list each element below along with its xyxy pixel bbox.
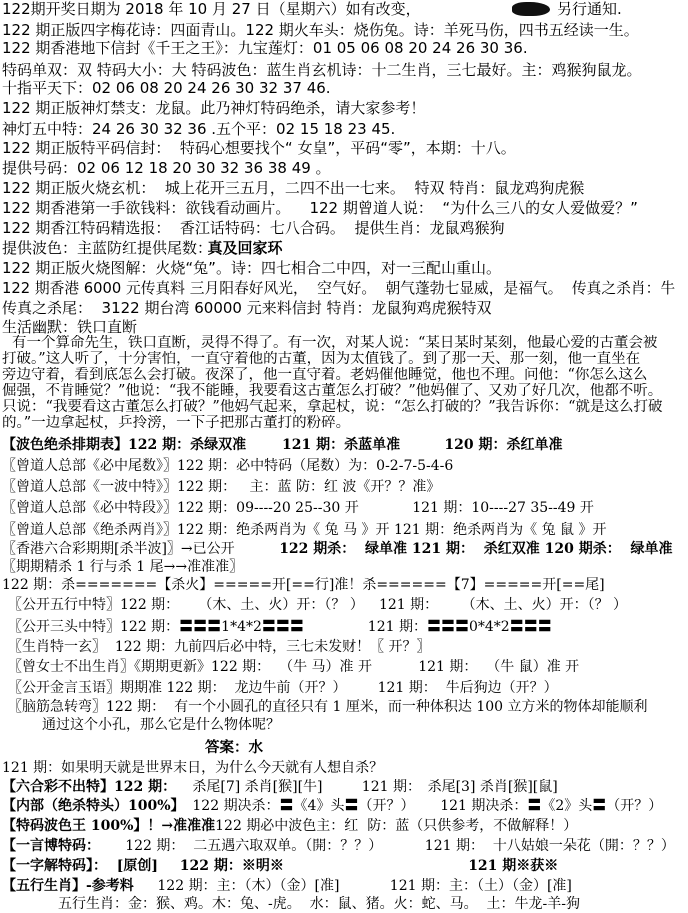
must-hit-range-line <box>2 499 686 517</box>
precise-kill-title-line <box>2 558 686 576</box>
one-word-121: 121 期※获※ <box>468 858 559 874</box>
answer-text: 答案：水 <box>205 739 263 756</box>
underground-envelope-line <box>2 39 686 57</box>
color-kill-schedule-line <box>2 436 686 454</box>
magic-lamp-text: 122 期正版神灯禁支：龙鼠。此乃神灯特码绝杀，请大家参考！ <box>2 99 426 117</box>
internal-kill-head-line <box>2 797 686 815</box>
humor-text: 有一个算命先生，铁口直断，灵得不得了。有一次，对某人说：“某日某时某刻，他最心爱的古董会被 <box>12 335 658 351</box>
humor-text: 旁边守着，看到底怎么会打破。夜深了，他一直守着。老妈催他睡觉，他也不理。问他：“你怎么这么 <box>2 367 648 383</box>
one-word-122: 122 期：※明※ <box>179 858 284 874</box>
ten-fingers-line <box>2 79 686 97</box>
brain-teaser-continuation <box>42 716 686 734</box>
kill-half-color-label: 〖香港六合彩期期[杀半波]〗→已公开 <box>2 541 235 557</box>
riddle-121-text: 121 期：如果明天就是世界末日，为什么今天就有人想自杀？ <box>2 760 384 776</box>
color-kill-121: 121 期：杀蓝单准 <box>282 437 401 453</box>
kill-half-color-results: 122 期杀： 绿单准 121 期： 杀红双准 120 期杀： 绿单准 <box>279 541 673 557</box>
range-121: 121 期：10----27 35--49 开 <box>412 500 594 516</box>
magic-lamp-line <box>2 99 686 117</box>
precise-kill-text: 122 期：杀=======【杀火】=====开[==行]准！杀======【7】=====开[==尾] <box>2 577 605 593</box>
humor-title <box>2 318 686 336</box>
humor-paragraph-line <box>12 335 686 351</box>
color-and-tail-line <box>2 239 686 257</box>
five-element-legend-line <box>58 895 686 913</box>
one-phrase-label: 【一言博特码： <box>2 838 100 854</box>
three-heads-121: 121 期：〓〓〓0*4*2〓〓〓 <box>367 619 552 635</box>
color-king-122: 122 期必中波色主：红 防：蓝（只供参考，不做解释！） <box>215 818 578 834</box>
five-element-zodiac-label: 【五行生肖】-参考料 <box>2 878 134 894</box>
one-word-label: 【一字解特码】： [原创] <box>2 858 158 874</box>
fire-riddle-text: 122 期正版火烧玄机： 城上花开三五月，二四不出一七来。 特双 特肖：鼠龙鸡狗虎猴 <box>2 179 585 197</box>
flat-code-envelope-text: 122 期正版特平码信封： 特码心想要找个“ 女皇”，平码“零”，本期：十八。 <box>2 139 516 157</box>
special-code-attributes-line <box>2 61 686 79</box>
internal-kill-head-122: 122 期决杀：〓《4》头〓（开？） <box>192 798 415 814</box>
underground-envelope-text: 122 期香港地下信封《千王之王》：九宝莲灯：01 05 06 08 20 24 26 30 36. <box>2 39 528 57</box>
ms-zeng-122: 〖曾女士不出生肖〗《期期更新》122 期： （牛 马）准 开 <box>8 659 372 675</box>
humor-paragraph-line <box>2 367 686 383</box>
internal-kill-head-label: 【内部（绝杀特头）100%】 <box>2 798 185 814</box>
range-122: 〖曾道人总部《必中特段》〗122 期：09----20 25--30 开 <box>2 500 359 516</box>
humor-text: 打破。”这人听了，十分害怕，一直守着他的古董，因为太值钱了。到了那一天、那一刻，他一直坐在 <box>2 351 641 367</box>
first-hand-tips-line <box>2 199 686 217</box>
no-special-122: 杀尾[7] 杀肖[猴][牛] <box>192 779 323 795</box>
brain-teaser-line <box>8 698 686 716</box>
kill-two-zodiac-text: 〖曾道人总部《绝杀两肖》〗122 期：绝杀两肖为《 兔 马 》开 121 期：绝杀两肖为《 兔 鼠 》开 <box>2 522 607 538</box>
xiangjiang-selection-line <box>2 219 686 237</box>
golden-words-122: 〖公开金言玉语〗期期准 122 期： 龙边牛前（开？） <box>8 680 347 696</box>
fax-material-line <box>2 280 686 298</box>
magic-lamp-numbers-line <box>2 120 686 138</box>
must-hit-tail-text: 〖曾道人总部《必中尾数》〗122 期：必中特码（尾数）为：0-2-7-5-4-6 <box>2 458 454 474</box>
kill-two-zodiac-line <box>2 521 686 539</box>
provided-numbers-line <box>2 159 686 177</box>
no-special-121: 杀尾[3] 杀肖[猴][鼠] <box>427 779 558 795</box>
humor-text: 倔强，不肯睡觉？”他说：“我不能睡，我要看这古董怎么打破？”他妈催了、又劝了好几次，他都不听。 <box>2 383 663 399</box>
must-hit-tail-line <box>2 457 686 475</box>
three-heads-line <box>8 618 686 636</box>
provided-numbers-text: 提供号码：02 06 12 18 20 30 32 36 38 49 。 <box>2 159 331 177</box>
golden-words-121: 121 期： 牛后狗边（开？） <box>377 680 558 696</box>
draw-date-notice <box>2 0 686 18</box>
riddle-121-line <box>2 759 686 777</box>
five-element-zodiac-122: 122 期：主：（木）（金）[准] <box>157 878 340 894</box>
five-element-zodiac-line <box>2 877 686 895</box>
color-kill-120: 120 期：杀红单准 <box>444 437 563 453</box>
ms-zeng-zodiac-line <box>8 658 686 676</box>
color-and-tail-text: 提供波色：主蓝防红提供尾数： <box>2 239 213 257</box>
color-king-line <box>2 817 686 835</box>
kill-half-color-line <box>2 540 686 558</box>
zodiac-mystery-line <box>8 638 686 656</box>
three-heads-122: 〖公开三头中特〗122 期：〓〓〓1*4*2〓〓〓 <box>8 619 304 635</box>
fire-riddle-line <box>2 179 686 197</box>
fax-kill-tail-line <box>2 299 686 317</box>
golden-words-line <box>8 679 686 697</box>
humor-paragraph-line <box>2 383 686 399</box>
color-kill-122: 【波色绝杀排期表】122 期：杀绿双准 <box>2 437 247 453</box>
special-code-attributes-text: 特码单双：双 特码大小：大 特码波色：蓝生肖玄机诗：十二生肖，三七最好。主：鸡猴狗鼠龙。 <box>2 61 642 79</box>
flat-code-envelope-line <box>2 139 686 157</box>
humor-paragraph-line <box>2 415 686 431</box>
ink-smudge <box>512 2 550 16</box>
no-special-121-label: 121 期： <box>361 779 421 795</box>
brain-teaser-text: 通过这个小孔，那么它是什么物体呢？ <box>42 717 280 733</box>
five-elements-label: 〖公开五行中特〗122 期： <box>8 597 180 613</box>
ten-fingers-text: 十指平天下：02 06 08 20 24 26 30 32 37 46. <box>2 79 331 97</box>
plum-poem-text: 122 期正版四字梅花诗：四面青山。122 期火车头：烧伤兔。诗：羊死马伤，四书五经读一生。 <box>2 21 639 39</box>
one-phrase-line <box>2 837 686 855</box>
plum-poem-line <box>2 21 686 39</box>
notice-tail-text: 另行通知. <box>557 0 622 18</box>
humor-title-text: 生活幽默：铁口直断 <box>2 318 138 336</box>
precise-kill-line <box>2 576 686 594</box>
one-color-text: 〖曾道人总部《一波中特》〗122 期： 主：蓝 防：红 波《开？？准》 <box>2 479 441 495</box>
humor-text: 只说：“我要看这古董怎么打破？”他妈气起来，拿起杖，说：“怎么打破的？”我告诉你：“就是这么打破 <box>2 399 663 415</box>
fire-diagram-text: 122 期正版火烧图解：火烧“兔”。诗：四七相合二中四，对一三配山重山。 <box>2 259 501 277</box>
five-elements-122: （木、土、火）开：（？ ） <box>198 597 364 613</box>
xiangjiang-selection-text: 122 期香江特码精选报： 香江话特码：七八合码。 提供生肖：龙鼠鸡猴狗 <box>2 219 505 237</box>
humor-paragraph-line <box>2 351 686 367</box>
humor-paragraph-line <box>2 399 686 415</box>
color-king-label: 【特码波色王 100%】！→准准准 <box>2 818 216 834</box>
magic-lamp-numbers-text: 神灯五中特：24 26 30 32 36 .五个平：02 15 18 23 45. <box>2 120 396 138</box>
five-elements-121-label: 121 期： <box>378 597 439 613</box>
brain-teaser-text: 〖脑筋急转弯〗122 期： 有一个小圆孔的直径只有 1 厘米，而一种体积达 100 立方米的物体却能顺利 <box>8 699 648 715</box>
no-special-line <box>2 778 686 796</box>
five-elements-121: （木、土、火）开：（？ ） <box>461 597 628 613</box>
draw-date-text: 122期开奖日期为 2018 年 10 月 27 日（星期六）如有改变， <box>2 0 421 18</box>
precise-kill-title: 〖期期精杀 1 行与杀 1 尾→→准准准〗 <box>2 559 244 575</box>
no-special-label: 【六合彩不出特】122 期： <box>2 779 177 795</box>
one-phrase-121: 121 期： 十八姑娘一朵花（開：？？） <box>424 838 675 854</box>
one-phrase-122: 122 期： 二五遇六取双单。（開：？？） <box>125 838 383 854</box>
five-elements-line <box>8 596 686 614</box>
tail-overlay-text: 真及回家环 <box>207 239 283 257</box>
brain-teaser-answer <box>205 739 686 757</box>
internal-kill-head-121: 121 期决杀：〓《2》头〓（开？） <box>440 798 663 814</box>
fax-kill-tail-text: 传真之杀尾： 3122 期台湾 60000 元来料信封 特肖：龙鼠狗鸡虎猴特双 <box>2 299 492 317</box>
first-hand-tips-text: 122 期香港第一手欲钱料：欲钱看动画片。 122 期曾道人说： “为什么三八的女人爱做爱？” <box>2 199 638 217</box>
fax-material-text: 122 期香港 6000 元传真料 三月阳春好风光， 空气好。 朝气蓬勃七显威，是福气。 传真之杀肖：牛 <box>2 280 676 297</box>
five-element-zodiac-121: 121 期：主：（土）（金）[准] <box>389 878 572 894</box>
one-word-line <box>2 857 686 875</box>
five-element-legend-text: 五行生肖：金：猴、鸡。木：兔、-虎。 水：鼠、猪。火：蛇、马。 土：牛龙-羊-狗 <box>58 896 580 912</box>
zodiac-mystery-text: 〖生肖特一玄〗 122 期：九前四后必中特，三七未发财！〖 开？〗 <box>8 639 431 655</box>
fire-diagram-line <box>2 259 686 277</box>
humor-text: 的。”一边拿起杖，乒拎滂，一下子把那古董打的粉碎。 <box>2 415 351 431</box>
ms-zeng-121: 121 期： （牛 鼠）准 开 <box>418 659 580 675</box>
one-color-line <box>2 478 686 496</box>
